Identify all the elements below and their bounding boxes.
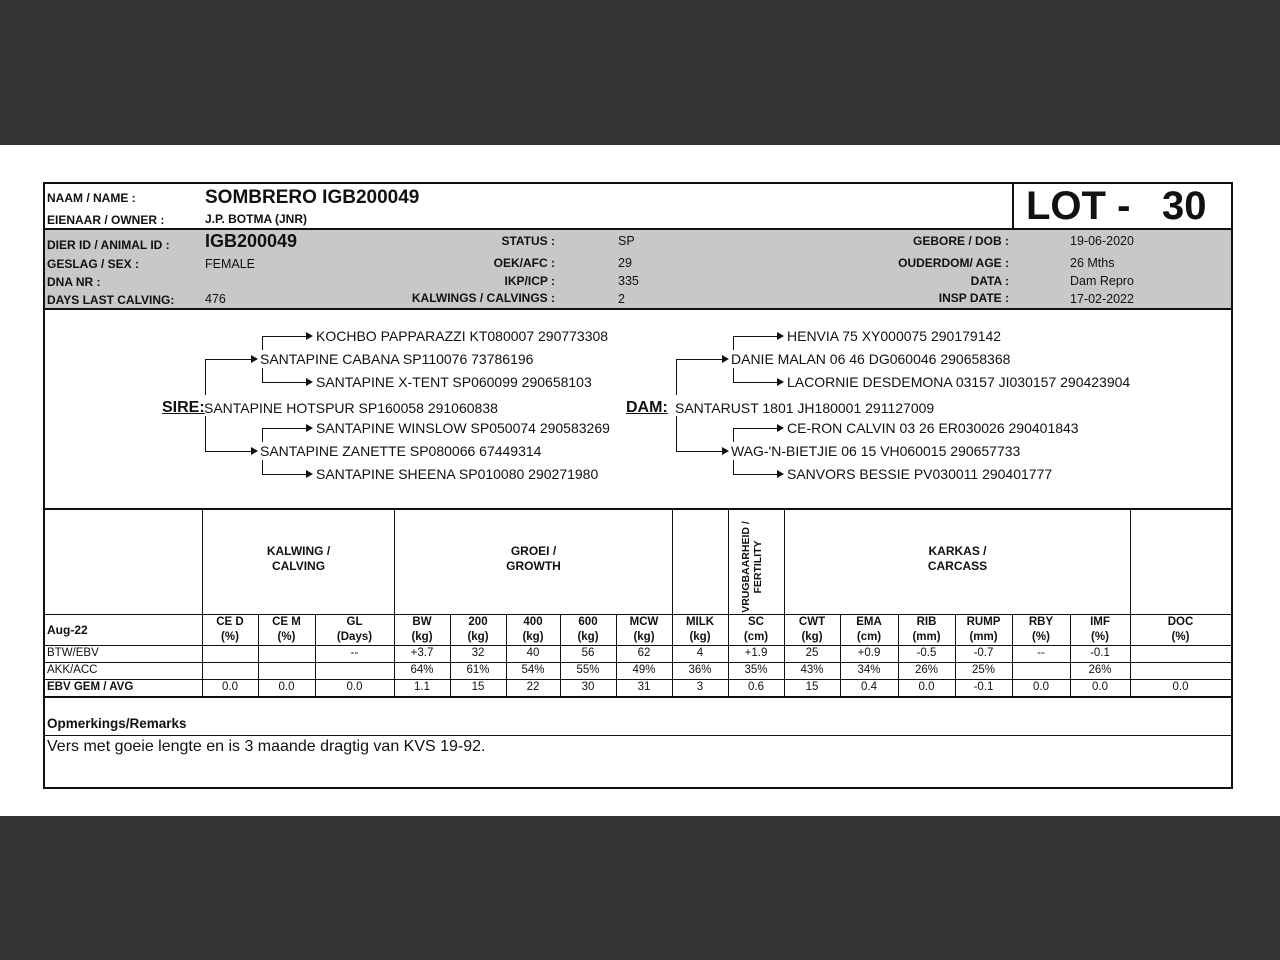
icp-label: IKP/ICP : [504, 274, 555, 288]
pedigree-connector [262, 382, 307, 383]
table-cell: 61% [466, 664, 490, 676]
calvings-label: KALWINGS / CALVINGS : [411, 291, 555, 305]
table-cell: 30 [581, 681, 595, 693]
lot-label: LOT - [1026, 184, 1131, 228]
table-cell: 54% [521, 664, 545, 676]
table-cell: 0.0 [1172, 681, 1189, 693]
column-header-name: RUMP [966, 616, 1001, 628]
table-row-label: EBV GEM / AVG [47, 681, 134, 693]
pedigree-connector [676, 416, 677, 452]
divider [45, 735, 1231, 736]
pedigree-connector [205, 416, 206, 452]
column-header-name: CWT [798, 616, 826, 628]
table-border [45, 696, 1231, 698]
dna-label: DNA NR : [47, 275, 101, 289]
column-header-unit: (kg) [522, 631, 544, 643]
column-header [784, 615, 840, 645]
dam-label: DAM: [626, 399, 668, 416]
table-cell: 31 [637, 681, 651, 693]
pedigree-connector [262, 368, 263, 382]
remarks-title: Opmerkings/Remarks [47, 716, 187, 731]
table-cell: -0.1 [973, 681, 994, 693]
status-label: STATUS : [501, 234, 555, 248]
table-cell: 0.0 [918, 681, 935, 693]
lot-number: 30 [1162, 184, 1207, 228]
pedigree-arrow [251, 355, 258, 363]
column-header-name: BW [412, 616, 432, 628]
sire-dam-name: SANTAPINE ZANETTE SP080066 67449314 [260, 443, 542, 459]
table-cell: 32 [471, 647, 485, 659]
pedigree-connector [676, 451, 723, 452]
column-header-unit: (mm) [969, 631, 998, 643]
table-cell: 49% [632, 664, 656, 676]
dam-dam-dam-name: SANVORS BESSIE PV030011 290401777 [787, 466, 1053, 482]
sire-sire-sire-name: KOCHBO PAPPARAZZI KT080007 290773308 [316, 328, 609, 344]
pedigree-connector [205, 359, 206, 395]
dam-name: SANTARUST 1801 JH180001 291127009 [675, 400, 935, 416]
column-header-name: DOC [1167, 616, 1194, 628]
table-cell: +3.7 [410, 647, 434, 659]
pedigree-arrow [306, 470, 313, 478]
column-header [506, 615, 560, 645]
table-cell: 0.0 [1092, 681, 1108, 693]
table-cell: -0.5 [916, 647, 937, 659]
column-header [1012, 615, 1070, 645]
column-header-name: GL [346, 616, 363, 628]
column-header-name: 400 [523, 616, 543, 628]
pedigree-connector [733, 428, 778, 429]
table-cell: 15 [805, 681, 819, 693]
dam-sire-sire-name: HENVIA 75 XY000075 290179142 [787, 328, 1002, 344]
table-cell: 0.0 [222, 681, 238, 693]
dam-dam-sire-name: CE-RON CALVIN 03 26 ER030026 290401843 [787, 420, 1079, 436]
column-header [560, 615, 616, 645]
animal-id-value: IGB200049 [205, 231, 298, 251]
table-cell: 25 [805, 647, 819, 659]
pedigree-arrow [777, 378, 784, 386]
group-carcass [785, 544, 1130, 574]
animal-id-label: DIER ID / ANIMAL ID : [47, 238, 170, 252]
pedigree-connector [262, 428, 307, 429]
group-growth-line1: GROEI / [510, 544, 557, 558]
column-header [955, 615, 1012, 645]
column-header-unit: (kg) [467, 631, 489, 643]
column-header-name: MCW [629, 616, 659, 628]
column-header [1070, 615, 1130, 645]
lot-card [43, 182, 1233, 789]
column-header [258, 615, 315, 645]
table-cell: -- [350, 647, 359, 659]
column-header-name: SC [748, 616, 764, 628]
table-border [1231, 614, 1232, 696]
pedigree-connector [676, 359, 723, 360]
table-cell: -- [1037, 647, 1045, 659]
days-last-calving-label: DAYS LAST CALVING: [47, 293, 175, 307]
table-cell: 26% [914, 664, 939, 676]
period-label: Aug-22 [47, 623, 88, 637]
table-cell: 40 [526, 647, 540, 659]
sire-name: SANTAPINE HOTSPUR SP160058 291060838 [204, 400, 498, 416]
sire-dam-sire-name: SANTAPINE WINSLOW SP050074 290583269 [316, 420, 610, 436]
table-cell: 0.0 [278, 681, 295, 693]
sire-dam-dam-name: SANTAPINE SHEENA SP010080 290271980 [316, 466, 599, 482]
table-cell: 0.0 [346, 681, 363, 693]
group-calving [203, 544, 394, 574]
column-header-unit: (kg) [689, 631, 711, 643]
table-cell: 62 [637, 647, 651, 659]
pedigree-arrow [251, 447, 258, 455]
data-label: DATA : [970, 274, 1009, 288]
pedigree-connector [733, 336, 734, 350]
table-cell: 43% [800, 664, 824, 676]
column-header-name: MILK [685, 616, 715, 628]
column-header-name: RIB [916, 616, 937, 628]
afc-value: 29 [618, 256, 632, 270]
pedigree-connector [262, 336, 307, 337]
column-header [840, 615, 898, 645]
group-carcass-line2: CARCASS [927, 559, 988, 573]
divider [45, 508, 1231, 510]
column-header-unit: (kg) [411, 631, 433, 643]
age-label: OUDERDOM/ AGE : [898, 256, 1009, 270]
table-cell: -0.1 [1090, 647, 1110, 659]
pedigree-connector [733, 368, 734, 382]
table-cell: 22 [526, 681, 540, 693]
table-cell: 26% [1088, 664, 1112, 676]
table-cell: 0.6 [748, 681, 764, 693]
group-growth [395, 544, 672, 574]
column-header-name: CE D [216, 616, 244, 628]
pedigree-connector [733, 428, 734, 442]
remarks-text: Vers met goeie lengte en is 3 maande dragtig van KVS 19-92. [47, 738, 486, 755]
column-header-name: 200 [468, 616, 488, 628]
column-header-name: CE M [272, 616, 301, 628]
pedigree-arrow [777, 332, 784, 340]
table-cell: 1.1 [414, 681, 430, 693]
pedigree-connector [733, 460, 734, 474]
column-header-unit: (%) [221, 631, 239, 643]
sheet [0, 145, 1280, 816]
column-header [898, 615, 955, 645]
column-header [1130, 615, 1231, 645]
insp-date-label: INSP DATE : [938, 291, 1009, 305]
group-carcass-line1: KARKAS / [928, 544, 987, 558]
table-cell: 15 [471, 681, 485, 693]
dob-value: 19-06-2020 [1070, 234, 1134, 248]
sire-label: SIRE: [162, 399, 205, 416]
pedigree-connector [733, 474, 778, 475]
group-calving-line1: KALWING / [266, 544, 331, 558]
column-header-name: IMF [1090, 616, 1110, 628]
column-header [672, 615, 728, 645]
pedigree-connector [262, 428, 263, 442]
pedigree-connector [262, 336, 263, 350]
column-header-unit: (%) [1171, 631, 1190, 643]
data-value: Dam Repro [1070, 274, 1134, 288]
column-header [450, 615, 506, 645]
table-cell: 36% [688, 664, 712, 676]
pedigree-connector [205, 359, 252, 360]
table-cell: 3 [696, 681, 704, 693]
column-header-unit: (%) [277, 631, 296, 643]
pedigree-arrow [306, 378, 313, 386]
dam-sire-dam-name: LACORNIE DESDEMONA 03157 JI030157 290423904 [787, 374, 1131, 390]
column-header [315, 615, 394, 645]
sire-sire-dam-name: SANTAPINE X-TENT SP060099 290658103 [316, 374, 592, 390]
pedigree-connector [676, 359, 677, 395]
pedigree-arrow [306, 424, 313, 432]
column-header-unit: (kg) [577, 631, 599, 643]
column-header-unit: (%) [1032, 631, 1050, 643]
pedigree-connector [733, 336, 778, 337]
column-header [728, 615, 784, 645]
table-row-label: BTW/EBV [47, 647, 99, 659]
lot-box [1012, 184, 1233, 229]
days-last-calving-value: 476 [205, 292, 226, 306]
pedigree-arrow [722, 355, 729, 363]
table-cell: 25% [971, 664, 996, 676]
calvings-value: 2 [618, 292, 625, 306]
table-cell: -0.7 [973, 647, 994, 659]
sex-label: GESLAG / SEX : [47, 257, 140, 271]
table-row-label: AKK/ACC [47, 664, 98, 676]
table-cell: +1.9 [744, 647, 768, 659]
group-growth-line2: GROWTH [506, 559, 561, 573]
dam-sire-name: DANIE MALAN 06 46 DG060046 290658368 [731, 351, 1011, 367]
table-cell: 56 [581, 647, 595, 659]
column-header-name: RBY [1028, 616, 1054, 628]
insp-date-value: 17-02-2022 [1070, 292, 1134, 306]
owner-label: EIENAAR / OWNER : [47, 213, 165, 227]
pedigree-arrow [306, 332, 313, 340]
dam-dam-name: WAG-'N-BIETJIE 06 15 VH060015 290657733 [731, 443, 1021, 459]
table-cell: 34% [857, 664, 881, 676]
divider [45, 228, 1231, 230]
owner-value: J.P. BOTMA (JNR) [205, 212, 308, 226]
column-header-unit: (kg) [801, 631, 823, 643]
column-header-unit: (mm) [912, 631, 941, 643]
column-header [616, 615, 672, 645]
animal-name: SOMBRERO IGB200049 [205, 187, 420, 208]
column-header-name: 600 [578, 616, 598, 628]
table-cell: 4 [696, 647, 704, 659]
sex-value: FEMALE [205, 257, 256, 271]
afc-label: OEK/AFC : [493, 256, 555, 270]
dob-label: GEBORE / DOB : [912, 234, 1009, 248]
column-header-unit: (kg) [633, 631, 655, 643]
column-header-unit: (cm) [743, 631, 769, 643]
table-cell: +0.9 [857, 647, 881, 659]
status-value: SP [618, 234, 635, 248]
pedigree-connector [262, 474, 307, 475]
age-value: 26 Mths [1070, 256, 1115, 270]
table-cell: 0.4 [861, 681, 877, 693]
group-fertility: VRUGBAARHEID / FERTILITY [740, 521, 764, 613]
table-cell: 64% [410, 664, 434, 676]
divider [45, 308, 1231, 310]
sire-sire-name: SANTAPINE CABANA SP110076 73786196 [260, 351, 534, 367]
icp-value: 335 [618, 274, 639, 288]
column-header-name: EMA [856, 616, 882, 628]
table-cell: 35% [744, 664, 768, 676]
pedigree-arrow [722, 447, 729, 455]
pedigree-arrow [777, 424, 784, 432]
pedigree-connector [733, 382, 778, 383]
column-header-unit: (Days) [336, 631, 373, 643]
pedigree-connector [262, 460, 263, 474]
pedigree-connector [205, 451, 252, 452]
table-cell: 0.0 [1033, 681, 1049, 693]
column-header [202, 615, 258, 645]
column-header-unit: (cm) [856, 631, 882, 643]
column-header [394, 615, 450, 645]
pedigree-arrow [777, 470, 784, 478]
table-cell: 55% [576, 664, 600, 676]
group-calving-line2: CALVING [271, 559, 326, 573]
name-label: NAAM / NAME : [47, 191, 136, 205]
column-header-unit: (%) [1091, 631, 1109, 643]
